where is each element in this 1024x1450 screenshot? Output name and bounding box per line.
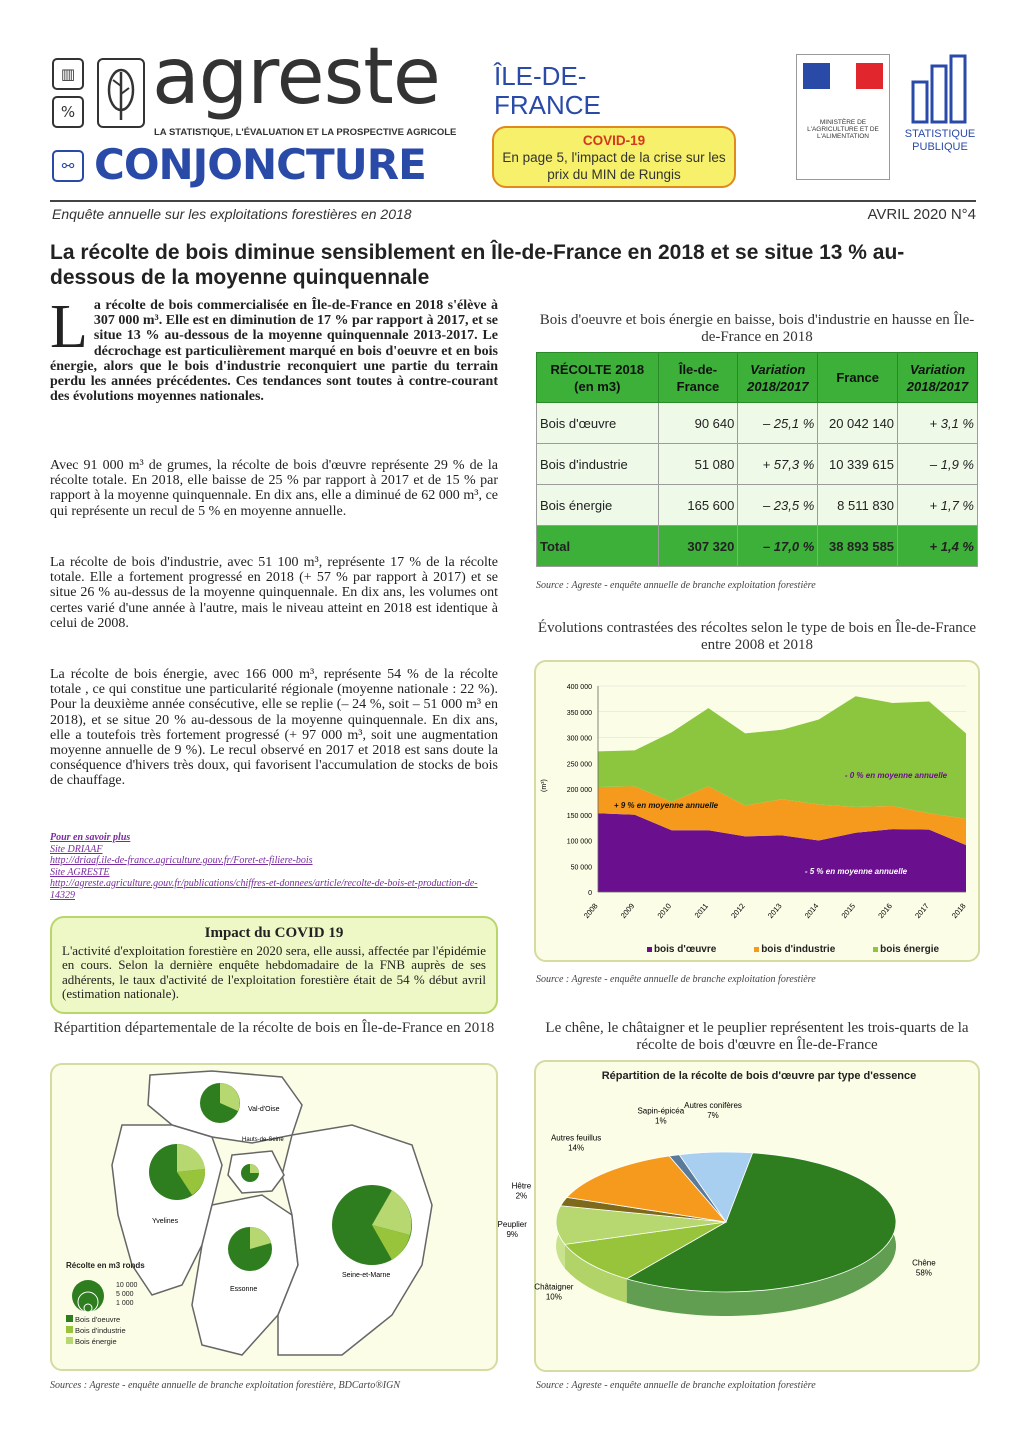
covid-impact-box (50, 916, 498, 1014)
covid-banner-text: En page 5, l'impact de la crise sur les prix du MIN de Rungis (502, 150, 726, 182)
pie-chart-frame (497, 1060, 980, 1372)
map-label-val-doise: Val-d'Oise (248, 1106, 280, 1113)
x-tick-label: 2011 (692, 901, 710, 920)
french-flag-icon (803, 63, 883, 89)
link-agreste[interactable]: Site AGRESTE (50, 866, 110, 878)
legend-oeuvre: bois d'œuvre (653, 944, 717, 955)
x-tick-label: 2008 (581, 901, 600, 921)
map-pie-hauts-de-seine (241, 1164, 259, 1182)
col-header: RÉCOLTE 2018 (en m3) (537, 353, 659, 403)
table-cell: – 23,5 % (738, 485, 818, 526)
pie-value-label: 10% (545, 1292, 562, 1302)
pie-source: Source : Agreste - enquête annuelle de branche exploitation forestière (536, 1380, 816, 1391)
pie-title: Répartition de la récolte de bois d'œuvre par type d'essence (601, 1070, 917, 1082)
legend-swatch-icon (647, 947, 652, 952)
table-header-row (537, 353, 978, 403)
swatch-icon (66, 1337, 73, 1344)
ministry-logo (796, 54, 890, 180)
pie-value-label: 1% (655, 1116, 667, 1126)
y-tick-label: 200 000 (566, 787, 592, 794)
table-row (537, 403, 978, 444)
map-label-seine-et-marne: Seine-et-Marne (342, 1272, 391, 1279)
brand-logo: agreste (152, 32, 440, 122)
brand-tagline: LA STATISTIQUE, L'ÉVALUATION ET LA PROSPECTIVE AGRICOLE (154, 127, 457, 138)
x-tick-label: 2013 (765, 901, 784, 921)
table-cell: 38 893 585 (818, 526, 898, 567)
table-cell: + 57,3 % (738, 444, 818, 485)
y-tick-label: 150 000 (566, 812, 592, 820)
map-source: Sources : Agreste - enquête annuelle de branche exploitation forestière, BDCarto®IGN (50, 1380, 401, 1391)
y-tick-label: 0 (588, 890, 592, 897)
area-chart-source: Source : Agreste - enquête annuelle de branche exploitation forestière (536, 974, 816, 985)
y-tick-label: 250 000 (566, 761, 592, 769)
table-cell: Bois énergie (537, 485, 659, 526)
covid-impact-text: L'activité d'exploitation forestière en 2020 sera, elle aussi, affectée par l'épidémie en cours. Selon la dernière enquête hebdomadaire de la FNB auprès de ses adhérents, le taux d'activité de l'exploitation forestière était de 54 % début avril (estimation nationale). (62, 942, 486, 1001)
map-frame (50, 1063, 498, 1371)
pie-label: Autres feuillus (550, 1133, 602, 1143)
chart-annotation: + 9 % en moyenne annuelle (613, 801, 719, 810)
link-agreste-url[interactable]: http://agreste.agriculture.gouv.fr/publications/chiffres-et-donnees/article/recolte-de-bois-et-production-de-14329 (50, 878, 478, 901)
lead-text: a récolte de bois commercialisée en Île-de-France en 2018 s'élève à 307 000 m³. Elle est en diminution de 17 % par rapport à 2017, et se situe 13 % au-dessous de la moyenne quinquennale 2013-2017. Le décrochage est particulièrement marqué en bois d'oeuvre et en bois énergie, alors que le bois d'industrie reconquiert une partie du terrain perdu les années précédentes. Ces tendances sont toutes à contre-courant des évolutions moyennes nationales. (50, 298, 498, 405)
table-cell: + 3,1 % (898, 403, 978, 444)
legend-energie: bois énergie (880, 944, 940, 955)
header-icons (52, 58, 90, 134)
map-legend-energie: Bois énergie (75, 1337, 117, 1346)
table-cell: 20 042 140 (818, 403, 898, 444)
map-legend-industrie: Bois d'industrie (75, 1326, 126, 1335)
covid-banner (492, 126, 736, 188)
y-tick-label: 400 000 (566, 684, 592, 691)
x-tick-label: 2018 (949, 901, 968, 921)
area-chart (536, 662, 978, 960)
table-caption: Bois d'oeuvre et bois énergie en baisse, bois d'industrie en hausse en Île-de-France en 2018 (539, 312, 975, 345)
x-tick-label: 2012 (729, 901, 747, 921)
table-cell: Bois d'industrie (537, 444, 659, 485)
pie-label: Sapin-épicéa (637, 1106, 685, 1116)
table-cell: + 1,4 % (898, 526, 978, 567)
paragraph-bois-oeuvre: Avec 91 000 m³ de grumes, la récolte de bois d'œuvre représente 29 % de la récolte totale. En 2018, elle baisse de 25 % par rapport à 2017 et de 15 % par rapport à la moyenne quinquennale. En dix ans, elle a diminué de 62 000 m³, ce qui représente un recul de 5 % en moyenne annuelle. (50, 458, 498, 519)
table-cell: – 25,1 % (738, 403, 818, 444)
article-headline: La récolte de bois diminue sensiblement en Île-de-France en 2018 et se situe 13 % au-dessous de la moyenne quinquennale (50, 241, 905, 289)
map-label-hauts-de-seine: Hauts-de-Seine (242, 1137, 284, 1143)
legend-swatch-icon (873, 947, 878, 952)
table-row (537, 444, 978, 485)
table-cell: 51 080 (658, 444, 738, 485)
chart-annotation: - 5 % en moyenne annuelle (804, 867, 908, 876)
region-title: ÎLE-DE-FRANCE (494, 61, 601, 120)
table-cell: Bois d'œuvre (537, 403, 659, 444)
bar-chart-icon: ▥ (52, 58, 84, 90)
table-row (537, 485, 978, 526)
ministry-name: MINISTÈRE DE L'AGRICULTURE ET DE L'ALIMENTATION (807, 119, 879, 140)
table-cell: 8 511 830 (818, 485, 898, 526)
covid-impact-title: Impact du COVID 19 (204, 925, 344, 941)
harvest-table (536, 352, 978, 567)
table-source: Source : Agreste - enquête annuelle de branche exploitation forestière (536, 580, 816, 591)
map-legend (66, 1261, 186, 1347)
paragraph-bois-industrie: La récolte de bois d'industrie, avec 51 100 m³, représente 17 % de la récolte totale. Elle a fortement progressé en 2018 (+ 57 % par rapport à 2017) et se situe 26 % au-dessus de la moyenne quinquennale. En dix ans, les volumes ont certes varié d'une année à l'autre, mais le niveau atteint en 2018 est identique à celui de 2008. (50, 555, 498, 631)
link-driaaf-url[interactable]: http://driaaf.ile-de-france.agriculture.gouv.fr/Foret-et-filiere-bois (50, 855, 313, 866)
map-pie-essonne (228, 1227, 272, 1271)
col-header: France (818, 353, 898, 403)
x-tick-label: 2009 (618, 901, 637, 921)
paragraph-bois-energie: La récolte de bois énergie, avec 166 000 m³, représente 54 % de la récolte totale , ce qui constitue une particularité régionale (moyenne nationale : 22 %). Pour la deuxième année consécutive, elle se replie (– 24 %, soit – 51 000 m³ en 2018), et se situe 20 % au-dessous de la moyenne quinquennale. En dix ans, elle a toutefois très fortement progressé (+ 97 000 m³, soit une augmentation moyenne annuelle de 9 %). Le recul observé en 2017 et 2018 est sans doute la conséquence d'hivers très doux, qui favorisent l'accumulation de stocks de bois de chauffage. (50, 667, 498, 789)
table-cell: 10 339 615 (818, 444, 898, 485)
map-legend-circles (66, 1274, 116, 1314)
table-cell: 307 320 (658, 526, 738, 567)
table-cell: + 1,7 % (898, 485, 978, 526)
col-header: Variation 2018/2017 (898, 353, 978, 403)
table-cell: – 1,9 % (898, 444, 978, 485)
area-chart-caption: Évolutions contrastées des récoltes selon le type de bois en Île-de-France entre 2008 et 2018 (537, 620, 977, 653)
survey-name: Enquête annuelle sur les exploitations forestières en 2018 (52, 206, 412, 222)
swatch-icon (66, 1315, 73, 1322)
pie-value-label: 2% (515, 1191, 528, 1201)
map-pie-yvelines (149, 1144, 205, 1200)
y-tick-label: 50 000 (570, 864, 592, 872)
pie-label: Autres conifères (684, 1101, 742, 1111)
map-label-essonne: Essonne (230, 1286, 258, 1293)
col-header: Variation 2018/2017 (738, 353, 818, 403)
table-total-row (537, 526, 978, 567)
map-legend-size-mid: 5 000 (116, 1290, 134, 1298)
issue-date: AVRIL 2020 N°4 (867, 206, 976, 223)
map-pie-val-doise (200, 1083, 240, 1123)
table-cell: 165 600 (658, 485, 738, 526)
y-tick-label: 350 000 (566, 709, 592, 717)
lead-paragraph (50, 293, 498, 405)
table-cell: – 17,0 % (738, 526, 818, 567)
legend-industrie: bois d'industrie (761, 944, 836, 955)
covid-banner-title: COVID-19 (582, 133, 646, 148)
more-info-links (50, 832, 498, 901)
area-chart-legend (628, 944, 958, 955)
map-legend-oeuvre: Bois d'oeuvre (75, 1315, 121, 1324)
pie-label: Hêtre (511, 1181, 532, 1191)
network-icon: ⚯ (52, 150, 84, 182)
map-legend-title: Récolte en m3 ronds (66, 1261, 145, 1270)
y-axis-label: (m³) (541, 779, 548, 792)
map-caption: Répartition départementale de la récolte de bois en Île-de-France en 2018 (53, 1020, 495, 1036)
y-tick-label: 100 000 (566, 838, 592, 846)
swatch-icon (66, 1326, 73, 1333)
pie-value-label: 14% (568, 1143, 585, 1153)
map-legend-size-small: 1 000 (116, 1299, 134, 1307)
map-legend-size-large: 10 000 (116, 1281, 138, 1289)
table-cell: Total (537, 526, 659, 567)
legend-swatch-icon (754, 947, 759, 952)
area-chart-frame (534, 660, 980, 962)
pie-label: Chêne (912, 1258, 936, 1268)
map-label-yvelines: Yvelines (152, 1218, 179, 1225)
table-cell: 90 640 (658, 403, 738, 444)
percent-icon: % (52, 96, 84, 128)
x-tick-label: 2015 (839, 901, 858, 921)
pie-value-label: 58% (915, 1268, 932, 1278)
header-rule (50, 200, 976, 202)
pie-label: Châtaigner (534, 1282, 574, 1292)
series-title: CONJONCTURE (94, 140, 426, 189)
statistique-publique-logo (900, 52, 980, 180)
building-icon (905, 52, 975, 124)
drop-cap: L (50, 293, 88, 361)
map-pie-seine-et-marne (332, 1185, 412, 1265)
col-header: Île-de-France (658, 353, 738, 403)
pie-caption: Le chêne, le châtaigner et le peuplier représentent les trois-quarts de la récolte de bois d'œuvre en Île-de-France (545, 1020, 969, 1053)
pie-chart (497, 1062, 978, 1362)
x-tick-label: 2016 (876, 901, 894, 921)
y-tick-label: 300 000 (566, 735, 592, 743)
leaf-icon (97, 58, 145, 128)
x-tick-label: 2014 (802, 901, 821, 921)
pie-value-label: 7% (707, 1111, 719, 1121)
x-tick-label: 2017 (913, 901, 931, 921)
pie-label: Peuplier (497, 1220, 527, 1230)
x-tick-label: 2010 (655, 901, 674, 921)
pie-value-label: 9% (506, 1230, 518, 1240)
chart-annotation: - 0 % en moyenne annuelle (844, 771, 948, 780)
more-info-title: Pour en savoir plus (50, 832, 131, 843)
link-driaaf[interactable]: Site DRIAAF (50, 843, 103, 855)
stat-label: STATISTIQUE PUBLIQUE (904, 128, 976, 153)
